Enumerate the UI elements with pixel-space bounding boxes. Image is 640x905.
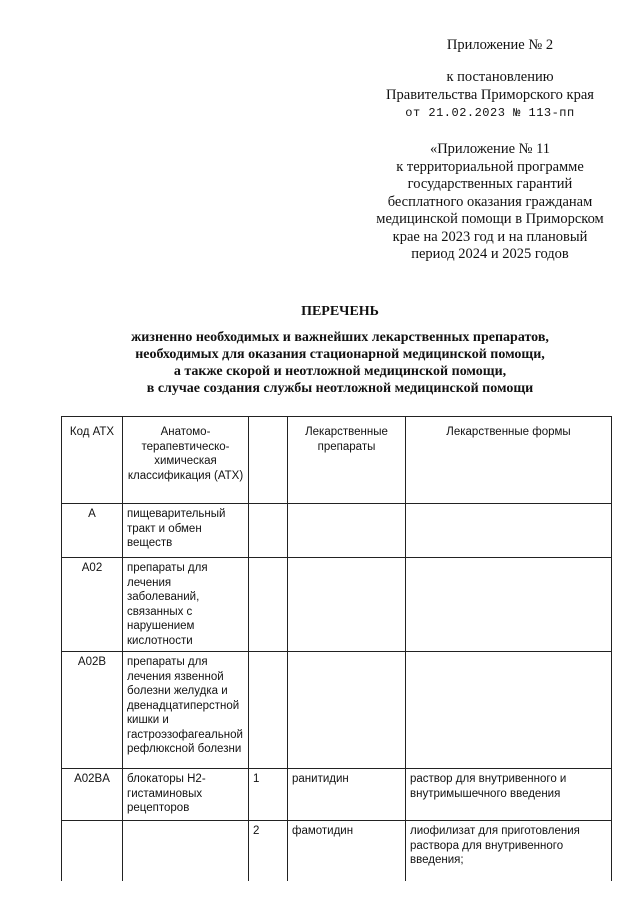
appendix-block-line: период 2024 и 2025 годов (411, 246, 569, 262)
subtitle-line: а также скорой и неотложной медицинской помощи, (173, 364, 507, 379)
table-row (62, 821, 612, 881)
table-row (62, 504, 612, 558)
atc-code: A02 (62, 558, 123, 652)
subtitle-line: необходимых для оказания стационарной медицинской помощи, (135, 347, 545, 362)
drug-name: фамотидин (288, 821, 406, 881)
decree-line: Правительства Приморского края (386, 87, 594, 103)
header-code: Код АТХ (62, 417, 123, 504)
appendix-label: Приложение № 2 (446, 37, 554, 53)
atc-code: A02B (62, 652, 123, 769)
drug-form (406, 652, 612, 769)
atc-classification: пищеварительный тракт и обмен веществ (123, 504, 249, 558)
appendix-block (360, 141, 620, 264)
table-row (62, 558, 612, 652)
document-subtitle (60, 329, 620, 397)
header-drugs: Лекарственные препараты (288, 417, 406, 504)
table-header-row (62, 417, 612, 504)
atc-classification: препараты для лечения язвенной болезни желудка и двенадцатиперстной кишки и гастроэзофагеальной рефлюксной болезни (123, 652, 249, 769)
row-number (249, 558, 288, 652)
drug-form (406, 558, 612, 652)
appendix-block-line: бесплатного оказания гражданам (387, 193, 593, 210)
row-number (249, 652, 288, 769)
drug-name (288, 558, 406, 652)
subtitle-line: в случае создания службы неотложной медицинской помощи (146, 381, 534, 396)
table-row (62, 652, 612, 769)
appendix-block-line: государственных гарантий (407, 176, 573, 192)
decree-line: к постановлению (446, 69, 554, 85)
drug-form (406, 504, 612, 558)
header-forms: Лекарственные формы (406, 417, 612, 504)
drug-name (288, 652, 406, 769)
atc-code (62, 821, 123, 881)
atc-classification (123, 821, 249, 881)
drug-form: лиофилизат для приготовления раствора для внутривенного введения; (406, 821, 612, 881)
drug-name: ранитидин (288, 769, 406, 821)
atc-classification: блокаторы Н2-гистаминовых рецепторов (123, 769, 249, 821)
table-row (62, 769, 612, 821)
drug-list-table (61, 416, 612, 881)
atc-code: A02BA (62, 769, 123, 821)
row-number (249, 504, 288, 558)
appendix-block-line: медицинской помощи в Приморском (376, 211, 604, 227)
decree-date-number: от 21.02.2023 № 113-пп (405, 106, 575, 120)
subtitle-line: жизненно необходимых и важнейших лекарственных препаратов, (131, 330, 549, 345)
appendix-block-line: «Приложение № 11 (429, 141, 551, 157)
row-number: 2 (249, 821, 288, 881)
atc-code: А (62, 504, 123, 558)
atc-classification: препараты для лечения заболеваний, связанных с нарушением кислотности (123, 558, 249, 652)
appendix-block-line: крае на 2023 год и на плановый (392, 228, 588, 245)
drug-form: раствор для внутривенного и внутримышечного введения (406, 769, 612, 821)
header-num (249, 417, 288, 504)
header-classification: Анатомо-терапевтическо-химическая классификация (АТХ) (123, 417, 249, 504)
row-number: 1 (249, 769, 288, 821)
drug-name (288, 504, 406, 558)
appendix-block-line: к территориальной программе (396, 158, 584, 175)
document-title: ПЕРЕЧЕНЬ (301, 304, 379, 319)
